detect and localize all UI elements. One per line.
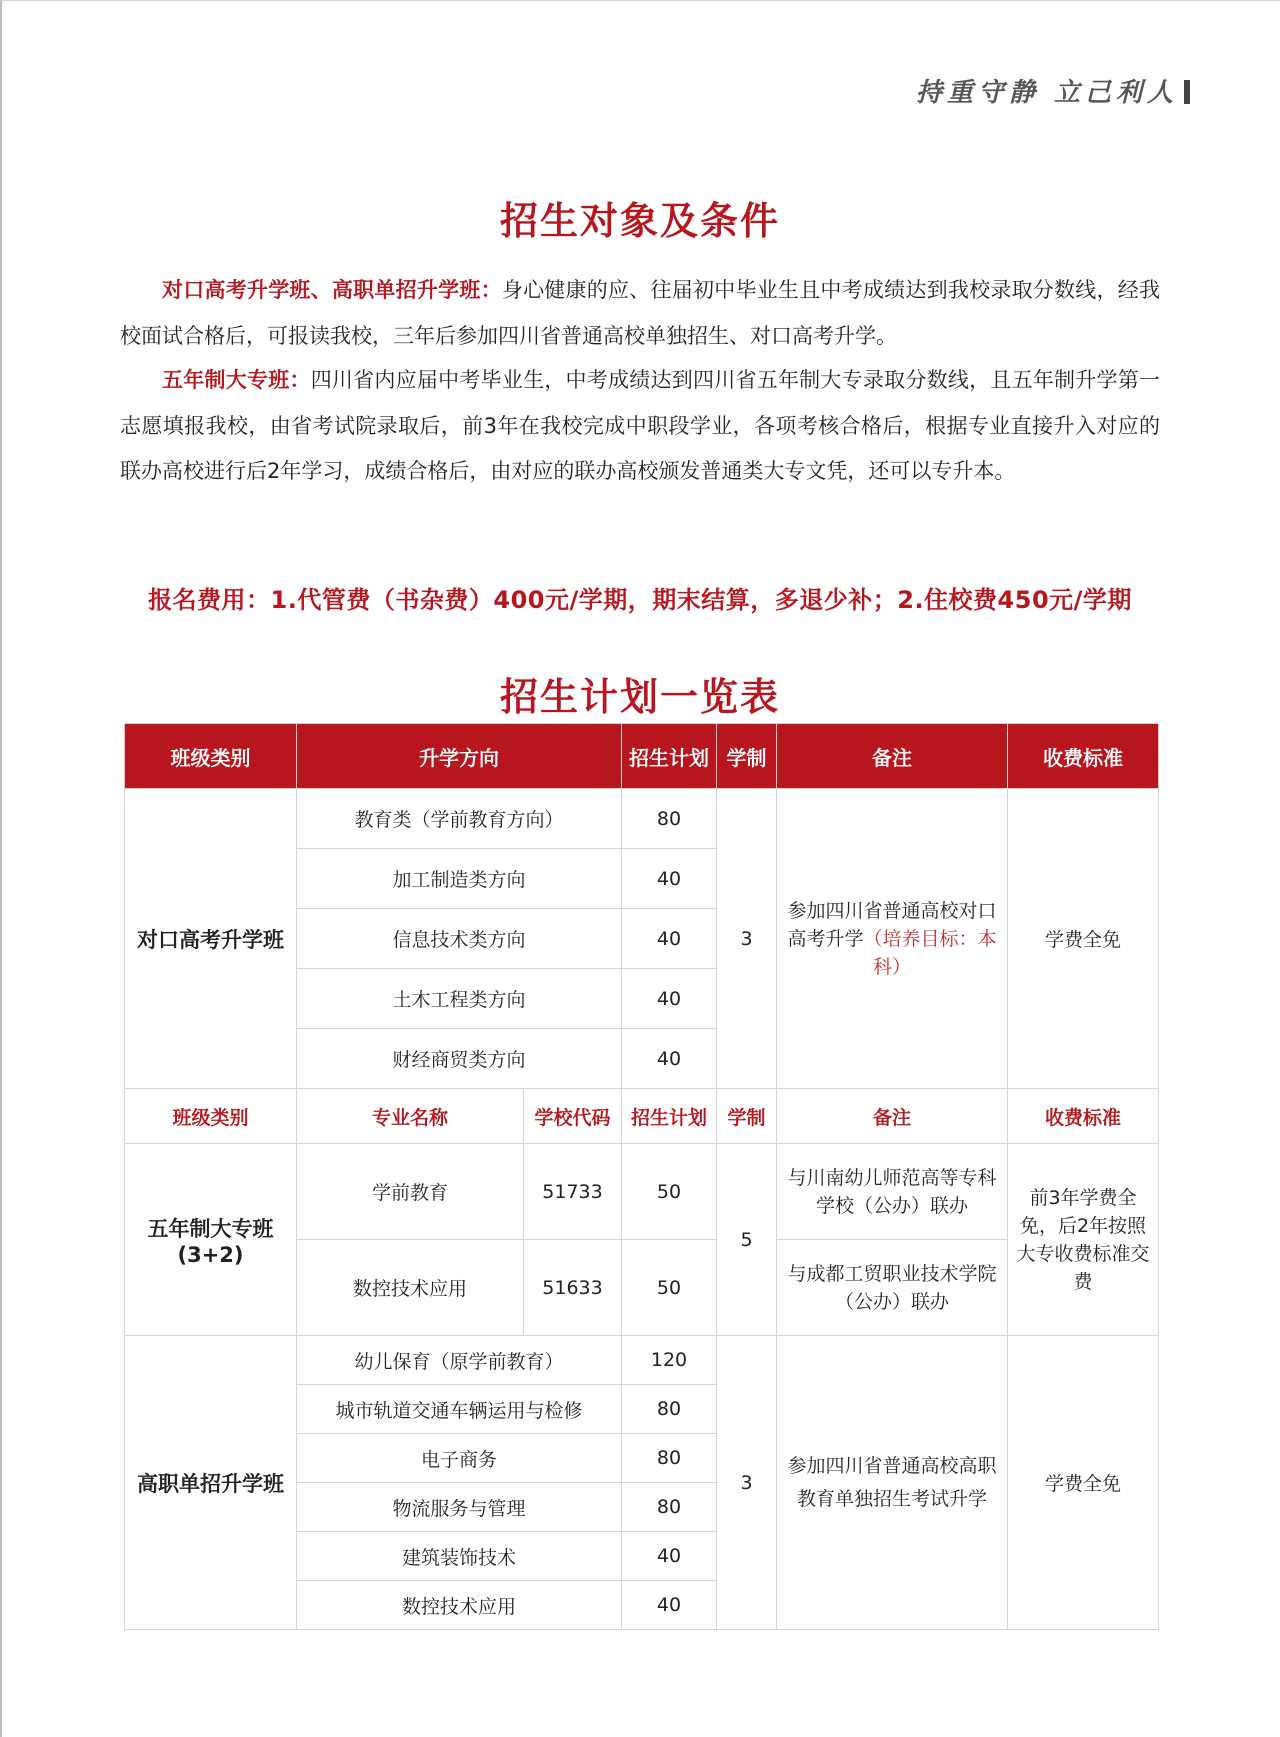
major-cell: 建筑装饰技术 bbox=[297, 1532, 622, 1581]
header-direction: 升学方向 bbox=[297, 724, 622, 789]
motto-bar bbox=[1184, 80, 1190, 104]
class-name-line1: 五年制大专班 bbox=[147, 1216, 274, 1241]
quota-cell: 80 bbox=[622, 1483, 717, 1532]
direction-cell: 加工制造类方向 bbox=[297, 849, 622, 909]
quota-cell: 40 bbox=[622, 909, 717, 969]
note-training-goal: （培养目标：本科） bbox=[863, 927, 997, 978]
note-cell: 与川南幼儿师范高等专科学校（公办）联办 bbox=[777, 1144, 1008, 1240]
motto-text: 持重守静 立己利人 bbox=[915, 78, 1178, 108]
code-cell: 51633 bbox=[524, 1240, 622, 1336]
header-fee: 收费标准 bbox=[1008, 724, 1159, 789]
code-cell: 51733 bbox=[524, 1144, 622, 1240]
fee-cell: 前3年学费全免，后2年按照大专收费标准交费 bbox=[1008, 1144, 1159, 1336]
table-row bbox=[125, 789, 1159, 849]
major-cell: 城市轨道交通车辆运用与检修 bbox=[297, 1385, 622, 1434]
subheader-code: 学校代码 bbox=[524, 1089, 622, 1144]
subheader-note: 备注 bbox=[777, 1089, 1008, 1144]
paragraph-body: 四川省内应届中考毕业生，中考成绩达到四川省五年制大专录取分数线，且五年制升学第一志愿填报我校，由省考试院录取后，前3年在我校完成中职段学业，各项考核合格后，根据专业直接升入对应的联办高校进行后2年学习，成绩合格后，由对应的联办高校颁发普通类大专文凭，还可以专升本。 bbox=[120, 368, 1161, 483]
subheader-class-type: 班级类别 bbox=[125, 1089, 297, 1144]
note-cell bbox=[777, 789, 1008, 1089]
major-cell: 幼儿保育（原学前教育） bbox=[297, 1336, 622, 1385]
school-motto bbox=[916, 72, 1190, 109]
paragraph-conditions-2 bbox=[120, 358, 1160, 495]
class-name-gaozhi: 高职单招升学班 bbox=[125, 1336, 297, 1630]
quota-cell: 40 bbox=[622, 969, 717, 1029]
section-title-admission-conditions: 招生对象及条件 bbox=[499, 199, 780, 243]
direction-cell: 信息技术类方向 bbox=[297, 909, 622, 969]
quota-cell: 40 bbox=[622, 1029, 717, 1089]
quota-cell: 40 bbox=[622, 1581, 717, 1630]
note-cell: 与成都工贸职业技术学院（公办）联办 bbox=[777, 1240, 1008, 1336]
quota-cell: 80 bbox=[622, 789, 717, 849]
header-quota: 招生计划 bbox=[622, 724, 717, 789]
header-note: 备注 bbox=[777, 724, 1008, 789]
major-cell: 物流服务与管理 bbox=[297, 1483, 622, 1532]
section-title-enrollment-plan: 招生计划一览表 bbox=[499, 675, 780, 719]
direction-cell: 土木工程类方向 bbox=[297, 969, 622, 1029]
page-top-border bbox=[0, 0, 1280, 1]
quota-cell: 80 bbox=[622, 1385, 717, 1434]
major-cell: 数控技术应用 bbox=[297, 1581, 622, 1630]
fee-cell: 学费全免 bbox=[1008, 789, 1159, 1089]
paragraph-body: 身心健康的应、往届初中毕业生且中考成绩达到我校录取分数线，经我校面试合格后，可报读我校，三年后参加四川省普通高校单独招生、对口高考升学。 bbox=[120, 278, 1160, 348]
quota-cell: 80 bbox=[622, 1434, 717, 1483]
note-cell: 参加四川省普通高校高职教育单独招生考试升学 bbox=[777, 1336, 1008, 1630]
quota-cell: 50 bbox=[622, 1240, 717, 1336]
table-subheader-row bbox=[125, 1089, 1159, 1144]
quota-cell: 40 bbox=[622, 1532, 717, 1581]
subheader-fee: 收费标准 bbox=[1008, 1089, 1159, 1144]
fee-cell: 学费全免 bbox=[1008, 1336, 1159, 1630]
years-cell: 5 bbox=[717, 1144, 777, 1336]
paragraph-lead: 对口高考升学班、高职单招升学班： bbox=[162, 278, 502, 302]
class-name-five-year bbox=[125, 1144, 297, 1336]
registration-fees: 报名费用：1.代管费（书杂费）400元/学期，期末结算，多退少补；2.住校费450元/学期 bbox=[148, 586, 1132, 614]
class-name-line2: (3+2) bbox=[177, 1242, 244, 1267]
major-cell: 电子商务 bbox=[297, 1434, 622, 1483]
header-years: 学制 bbox=[717, 724, 777, 789]
direction-cell: 财经商贸类方向 bbox=[297, 1029, 622, 1089]
table-row bbox=[125, 1144, 1159, 1240]
subheader-years: 学制 bbox=[717, 1089, 777, 1144]
quota-cell: 50 bbox=[622, 1144, 717, 1240]
subheader-major: 专业名称 bbox=[297, 1089, 524, 1144]
enrollment-plan-table bbox=[124, 723, 1159, 1630]
table-row bbox=[125, 1336, 1159, 1385]
header-class-type: 班级类别 bbox=[125, 724, 297, 789]
major-cell: 数控技术应用 bbox=[297, 1240, 524, 1336]
table-header-row bbox=[125, 724, 1159, 789]
page-left-border bbox=[0, 0, 2, 1737]
quota-cell: 40 bbox=[622, 849, 717, 909]
paragraph-conditions-1 bbox=[120, 268, 1160, 359]
years-cell: 3 bbox=[717, 789, 777, 1089]
class-name-duikou: 对口高考升学班 bbox=[125, 789, 297, 1089]
quota-cell: 120 bbox=[622, 1336, 717, 1385]
subheader-quota: 招生计划 bbox=[622, 1089, 717, 1144]
years-cell: 3 bbox=[717, 1336, 777, 1630]
paragraph-lead: 五年制大专班： bbox=[162, 368, 311, 392]
major-cell: 学前教育 bbox=[297, 1144, 524, 1240]
direction-cell: 教育类（学前教育方向） bbox=[297, 789, 622, 849]
note-main: 参加四川省普通高校对口高考升学 bbox=[787, 899, 997, 950]
